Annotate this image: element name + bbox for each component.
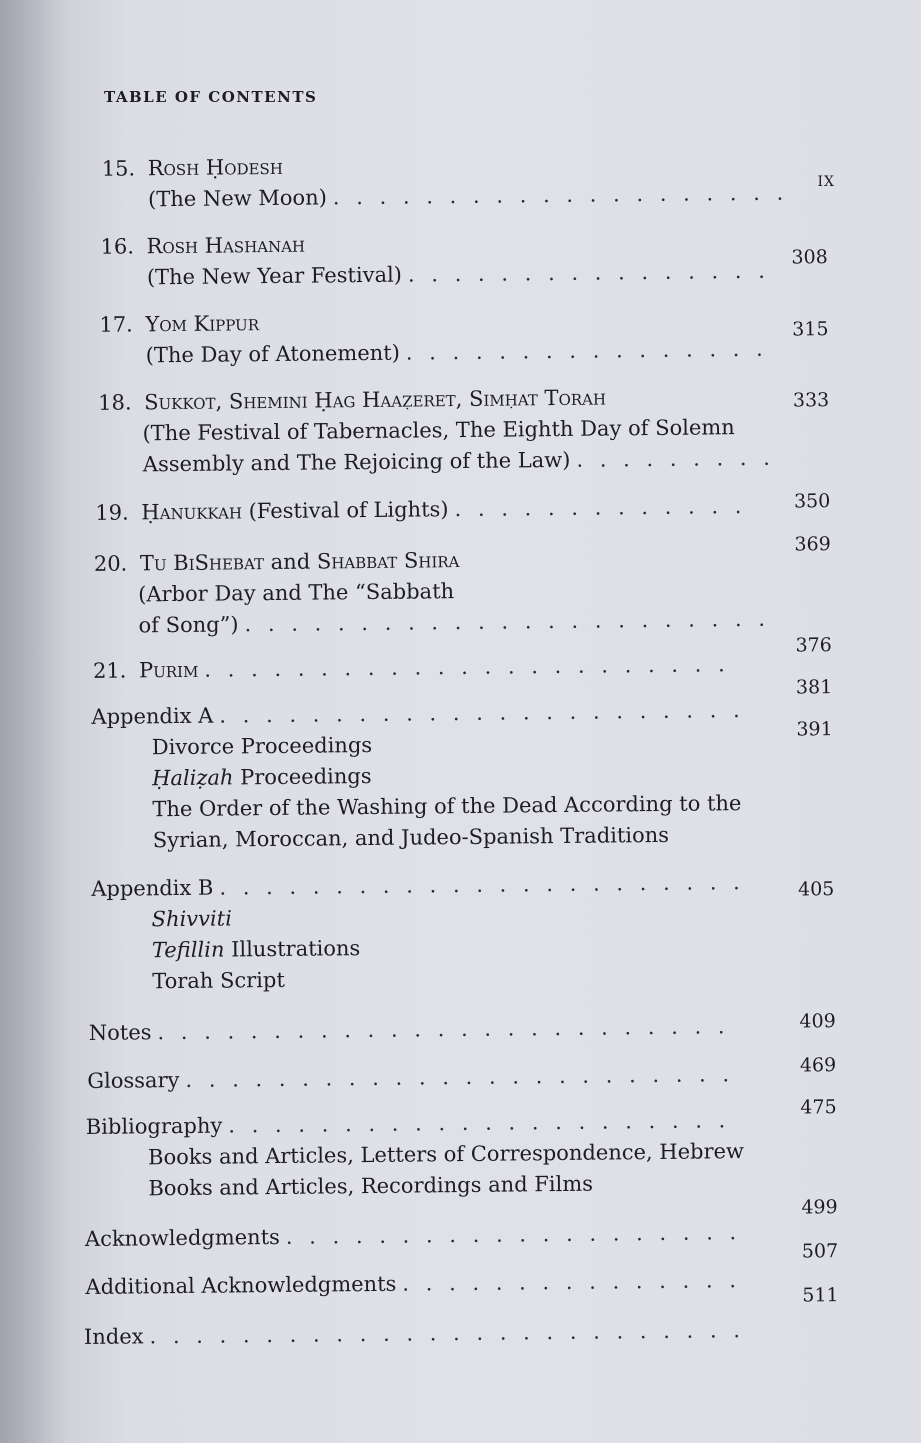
leader-dots — [454, 491, 739, 525]
entry-title-and: and — [270, 549, 311, 575]
appendix-item: The Order of the Washing of the Dead According to the — [152, 791, 742, 822]
leader-dots — [333, 178, 783, 214]
toc-entry-18 — [98, 381, 783, 481]
leader-dots — [244, 604, 772, 641]
appendix-item-italic: Shivviti — [151, 906, 232, 932]
leader-dots — [576, 443, 777, 476]
page-ref-appendix-b: 405 — [797, 878, 835, 901]
entry-title: Index — [83, 1324, 144, 1350]
entry-number: 21. — [92, 658, 127, 683]
entry-subtitle: (The New Year Festival) — [146, 262, 403, 290]
toc-index — [84, 1315, 752, 1353]
toc-entry-19 — [95, 491, 745, 529]
page-ref-20: 376 — [795, 634, 832, 657]
appendix-item: Illustrations — [230, 936, 361, 962]
entry-title: Ḥanukkah — [141, 499, 243, 525]
entry-subtitle: Assembly and The Rejoicing of the Law) — [142, 447, 571, 477]
toc-bibliography — [86, 1105, 751, 1205]
running-header: TABLE OF CONTENTS — [104, 88, 318, 106]
entry-subtitle-line: (The Festival of Tabernacles, The Eighth Day of Solemn — [142, 415, 735, 446]
toc-entry-15 — [102, 147, 789, 216]
page-ref-bibliography: 475 — [800, 1096, 837, 1119]
entry-number: 20. — [93, 551, 128, 576]
appendix-item: Syrian, Moroccan, and Judeo-Spanish Traditions — [152, 822, 670, 853]
entry-title: Rosh Ḥodesh — [147, 154, 283, 181]
appendix-item: Divorce Proceedings — [151, 732, 373, 760]
entry-title: Acknowledgments — [84, 1224, 280, 1251]
entry-title: Yom Kippur — [145, 311, 260, 337]
page-ref-appendix-a: 391 — [796, 718, 833, 741]
toc-entry-16 — [100, 225, 787, 294]
page-ref-21: 381 — [795, 676, 833, 699]
entry-number: 17. — [99, 312, 133, 337]
bibliography-subtitle: Books and Articles, Recordings and Films — [148, 1171, 594, 1201]
entry-title: Sukkot, Shemini Ḥag Haaẓeret, Simḥat Torah — [144, 385, 607, 415]
appendix-item: Proceedings — [240, 763, 372, 790]
leader-dots — [219, 695, 739, 731]
leader-dots — [402, 1265, 745, 1300]
leader-dots — [219, 867, 741, 903]
entry-number: 15. — [101, 156, 136, 181]
page-ref-acknowledgments: 499 — [801, 1196, 838, 1219]
entry-title: Appendix A — [91, 703, 214, 729]
entry-title-b: Shabbat Shira — [316, 548, 460, 574]
appendix-item-italic: Ḥaliẓah — [152, 765, 234, 791]
toc-additional-acknowledgments — [85, 1265, 751, 1303]
toc-entry-17 — [99, 303, 786, 372]
bibliography-subtitle: Books and Articles, Letters of Correspondence, Hebrew — [147, 1139, 745, 1170]
page-ref-glossary: 469 — [799, 1054, 837, 1077]
toc-appendix-b — [91, 867, 748, 998]
toc-acknowledgments — [85, 1217, 751, 1255]
entry-subtitle: of Song”) — [138, 612, 239, 638]
entry-title: Rosh Hashanah — [146, 232, 306, 259]
page-ref-16: 315 — [792, 318, 829, 341]
toc-entry-20 — [94, 542, 779, 642]
leader-dots — [185, 1059, 743, 1096]
entry-title: Additional Acknowledgments — [85, 1271, 397, 1299]
page-ref-19: 369 — [794, 533, 831, 556]
toc-glossary — [87, 1059, 749, 1097]
entry-number: 18. — [98, 390, 132, 415]
entry-number: 19. — [95, 500, 129, 525]
entry-subtitle: (The Day of Atonement) — [145, 340, 400, 368]
toc-notes — [89, 1011, 749, 1049]
page-ref-17: 333 — [792, 389, 830, 412]
page-ref-15: 308 — [791, 246, 828, 269]
page-ref-18: 350 — [793, 490, 831, 513]
page-ref-notes: 409 — [799, 1010, 836, 1033]
appendix-item: Torah Script — [152, 967, 285, 994]
entry-subtitle: (The New Moon) — [147, 185, 327, 212]
leader-dots — [286, 1217, 745, 1253]
toc-entry-21 — [93, 649, 745, 687]
entry-subtitle-line: (Arbor Day and The “Sabbath — [138, 579, 455, 607]
entry-title: Glossary — [87, 1068, 180, 1093]
page-number: IX — [817, 174, 835, 190]
appendix-item-italic: Tefillin — [151, 937, 225, 963]
entry-title-a: Tu BiShebat — [139, 550, 265, 576]
leader-dots — [408, 256, 781, 291]
entry-title: Appendix B — [91, 875, 214, 901]
leader-dots — [149, 1315, 746, 1352]
toc-appendix-a — [91, 695, 747, 857]
entry-title: Purim — [138, 657, 199, 683]
page-ref-additional-acknowledgments: 507 — [801, 1240, 839, 1263]
entry-subtitle: (Festival of Lights) — [248, 497, 449, 524]
leader-dots — [204, 649, 739, 686]
entry-title: Notes — [88, 1020, 152, 1045]
entry-number: 16. — [100, 234, 135, 259]
leader-dots — [157, 1011, 743, 1048]
leader-dots — [406, 334, 780, 369]
entry-title: Bibliography — [85, 1113, 223, 1139]
page-ref-index: 511 — [802, 1284, 839, 1307]
